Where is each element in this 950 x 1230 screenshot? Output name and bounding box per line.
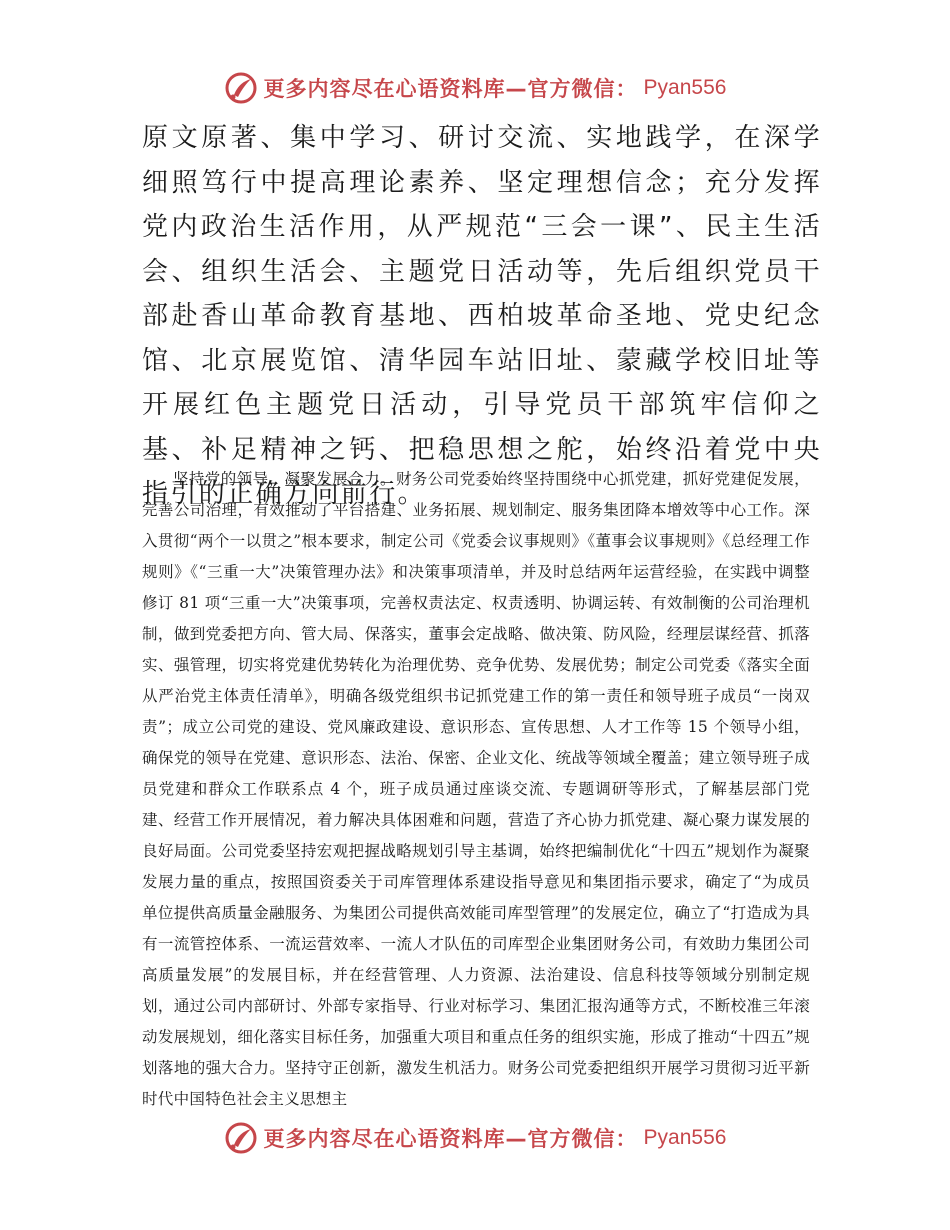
large-paragraph: 原文原著、集中学习、研讨交流、实地践学，在深学细照笃行中提高理论素养、坚定理想信念；充分发挥党内政治生活作用，从严规范“三会一课”、民主生活会、组织生活会、主题党日活动等，先后组织党员干部赴香山革命教育基地、西柏坡革命圣地、党史纪念馆、北京展览馆、清华园车站旧址、蒙藏学校旧址等开展红色主题党日活动，引导党员干部筑牢信仰之基、补足精神之钙、把稳思想之舵，始终沿着党中央指引的正确方向前行。 bbox=[142, 123, 822, 509]
watermark-wechat-id: Pyan556 bbox=[643, 76, 727, 99]
footer-watermark bbox=[0, 1118, 950, 1158]
header-watermark bbox=[0, 68, 950, 108]
brand-logo-icon bbox=[224, 71, 258, 105]
brand-logo-icon bbox=[224, 1121, 258, 1155]
watermark-slogan: 更多内容尽在心语资料库—官方微信： bbox=[263, 1127, 638, 1151]
watermark-slogan: 更多内容尽在心语资料库—官方微信： bbox=[263, 77, 638, 101]
watermark-wechat-id: Pyan556 bbox=[643, 1126, 727, 1149]
body-paragraph: 坚持党的领导，凝聚发展合力。财务公司党委始终坚持围绕中心抓党建，抓好党建促发展，完善公司治理，有效推动了平台搭建、业务拓展、规划制定、服务集团降本增效等中心工作。深入贯彻“两个一以贯之”根本要求，制定公司《党委会议事规则》《董事会议事规则》《总经理工作规则》《“三重一大”决策管理办法》和决策事项清单，并及时总结两年运营经验，在实践中调整修订 81 项“三重一大”决策事项，完善权责法定、权责透明、协调运转、有效制衡的公司治理机制，做到党委把方向、管大局、保落实，董事会定战略、做决策、防风险，经理层谋经营、抓落实、强管理，切实将党建优势转化为治理优势、竞争优势、发展优势；制定公司党委《落实全面从严治党主体责任清单》，明确各级党组织书记抓党建工作的第一责任和领导班子成员“一岗双责”；成立公司党的建设、党风廉政建设、意识形态、宣传思想、人才工作等 15 个领导小组，确保党的领导在党建、意识形态、法治、保密、企业文化、统战等领域全覆盖；建立领导班子成员党建和群众工作联系点 4 个，班子成员通过座谈交流、专题调研等形式，了解基层部门党建、经营工作开展情况，着力解决具体困难和问题，营造了齐心协力抓党建、凝心聚力谋发展的良好局面。公司党委坚持宏观把握战略规划引导主基调，始终把编制优化“十四五”规划作为凝聚发展力量的重点，按照国资委关于司库管理体系建设指导意见和集团指示要求，确定了“为成员单位提供高质量金融服务、为集团公司提供高效能司库型管理”的发展定位，确立了“打造成为具有一流管控体系、一流运营效率、一流人才队伍的司库型企业集团财务公司，有效助力集团公司高质量发展”的发展目标，并在经营管理、人力资源、法治建设、信息科技等领域分别制定规划，通过公司内部研讨、外部专家指导、行业对标学习、集团汇报沟通等方式，不断校准三年滚动发展规划，细化落实目标任务，加强重大项目和重点任务的组织实施，形成了推动“十四五”规划落地的强大合力。坚持守正创新，激发生机活力。财务公司党委把组织开展学习贯彻习近平新时代中国特色社会主义思想主 bbox=[142, 470, 810, 1108]
